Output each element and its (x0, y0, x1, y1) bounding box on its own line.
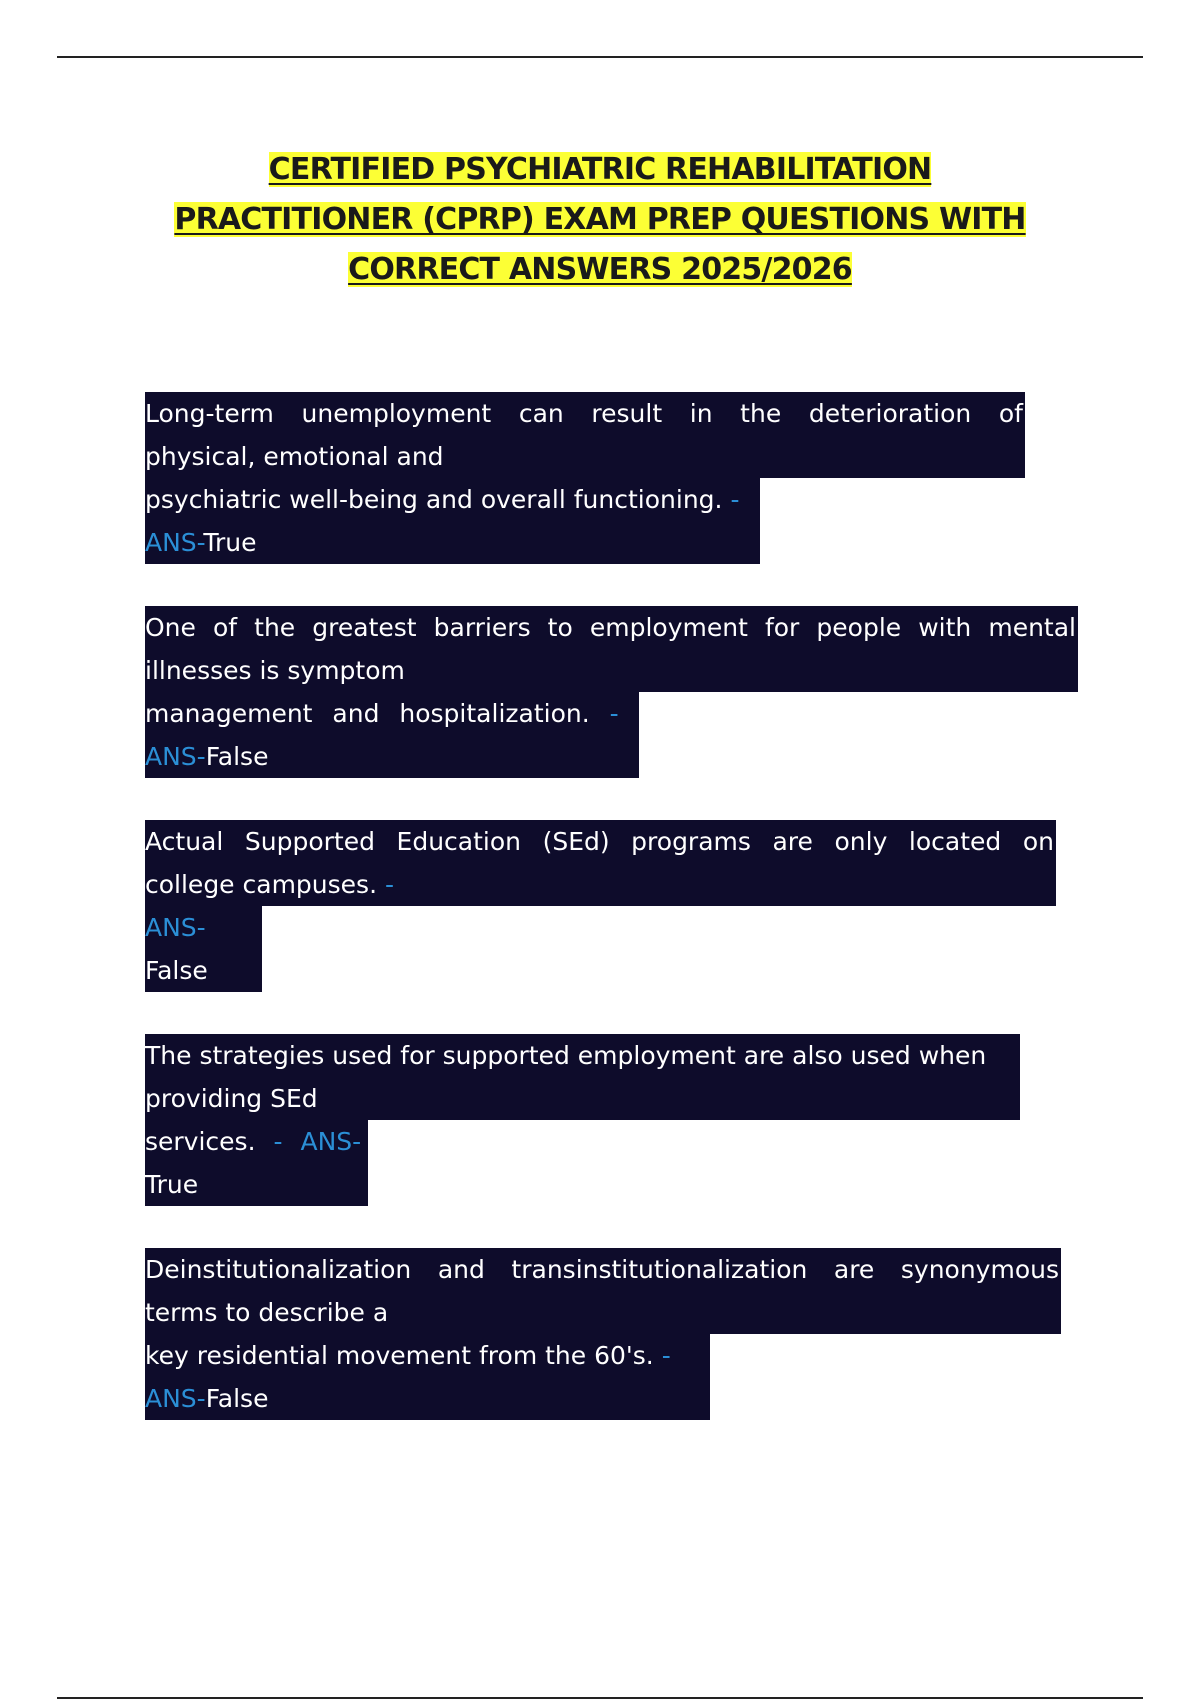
top-rule (57, 56, 1143, 58)
answer-3-value-line (145, 949, 262, 992)
question-3-text-2: college campuses. (145, 870, 378, 899)
answer-5 (145, 1377, 710, 1420)
question-2-line-2: illnesses is symptom (145, 649, 1078, 692)
question-2-line-3 (145, 692, 639, 735)
question-2-text-3: management and hospitalization. (145, 699, 590, 728)
question-4-line-2: providing SEd (145, 1077, 1020, 1120)
answer-2-value: False (205, 742, 269, 771)
question-5-line-1: Deinstitutionalization and transinstitutionalization are synonymous (145, 1248, 1061, 1291)
answer-1 (145, 521, 760, 564)
question-1-line-1: Long-term unemployment can result in the deterioration of (145, 392, 1025, 435)
question-3-line-2 (145, 863, 1056, 906)
question-5-text-3: key residential movement from the 60's. (145, 1341, 654, 1370)
answer-3-value: False (145, 956, 208, 985)
bottom-rule (57, 1697, 1143, 1699)
question-1-dash: - (730, 485, 740, 514)
answer-3-label-line (145, 906, 262, 949)
question-3-line-1: Actual Supported Education (SEd) programs are only located on (145, 820, 1056, 863)
answer-4-value: True (145, 1170, 199, 1199)
question-4-line-3 (145, 1120, 368, 1163)
answer-5-label: ANS- (145, 1384, 206, 1413)
question-5-line-3 (145, 1334, 710, 1377)
question-2-line-1: One of the greatest barriers to employment for people with mental (145, 606, 1078, 649)
title-line-3: CORRECT ANSWERS 2025/2026 (348, 252, 852, 287)
question-4-line-1: The strategies used for supported employment are also used when (145, 1034, 1020, 1077)
answer-3-label: ANS- (145, 913, 206, 942)
document-title (140, 145, 1060, 295)
question-5-dash: - (661, 1341, 671, 1370)
question-4-text-3: services. (145, 1127, 256, 1156)
question-3-dash: - (384, 870, 395, 899)
answer-4-label: ANS- (300, 1127, 362, 1156)
title-line-2: PRACTITIONER (CPRP) EXAM PREP QUESTIONS WITH (174, 202, 1026, 237)
answer-1-label: ANS- (145, 528, 204, 557)
title-line-1: CERTIFIED PSYCHIATRIC REHABILITATION (268, 152, 932, 187)
question-1-line-2: physical, emotional and (145, 435, 1025, 478)
question-4-dash: - (273, 1127, 283, 1156)
question-1-text-3: psychiatric well-being and overall functioning. (145, 485, 723, 514)
answer-5-value: False (205, 1384, 269, 1413)
question-2-dash: - (609, 699, 619, 728)
question-5-line-2: terms to describe a (145, 1291, 1061, 1334)
answer-1-value: True (203, 528, 257, 557)
question-1-line-3 (145, 478, 760, 521)
answer-4-value-line (145, 1163, 368, 1206)
answer-2-label: ANS- (145, 742, 206, 771)
answer-2 (145, 735, 639, 778)
